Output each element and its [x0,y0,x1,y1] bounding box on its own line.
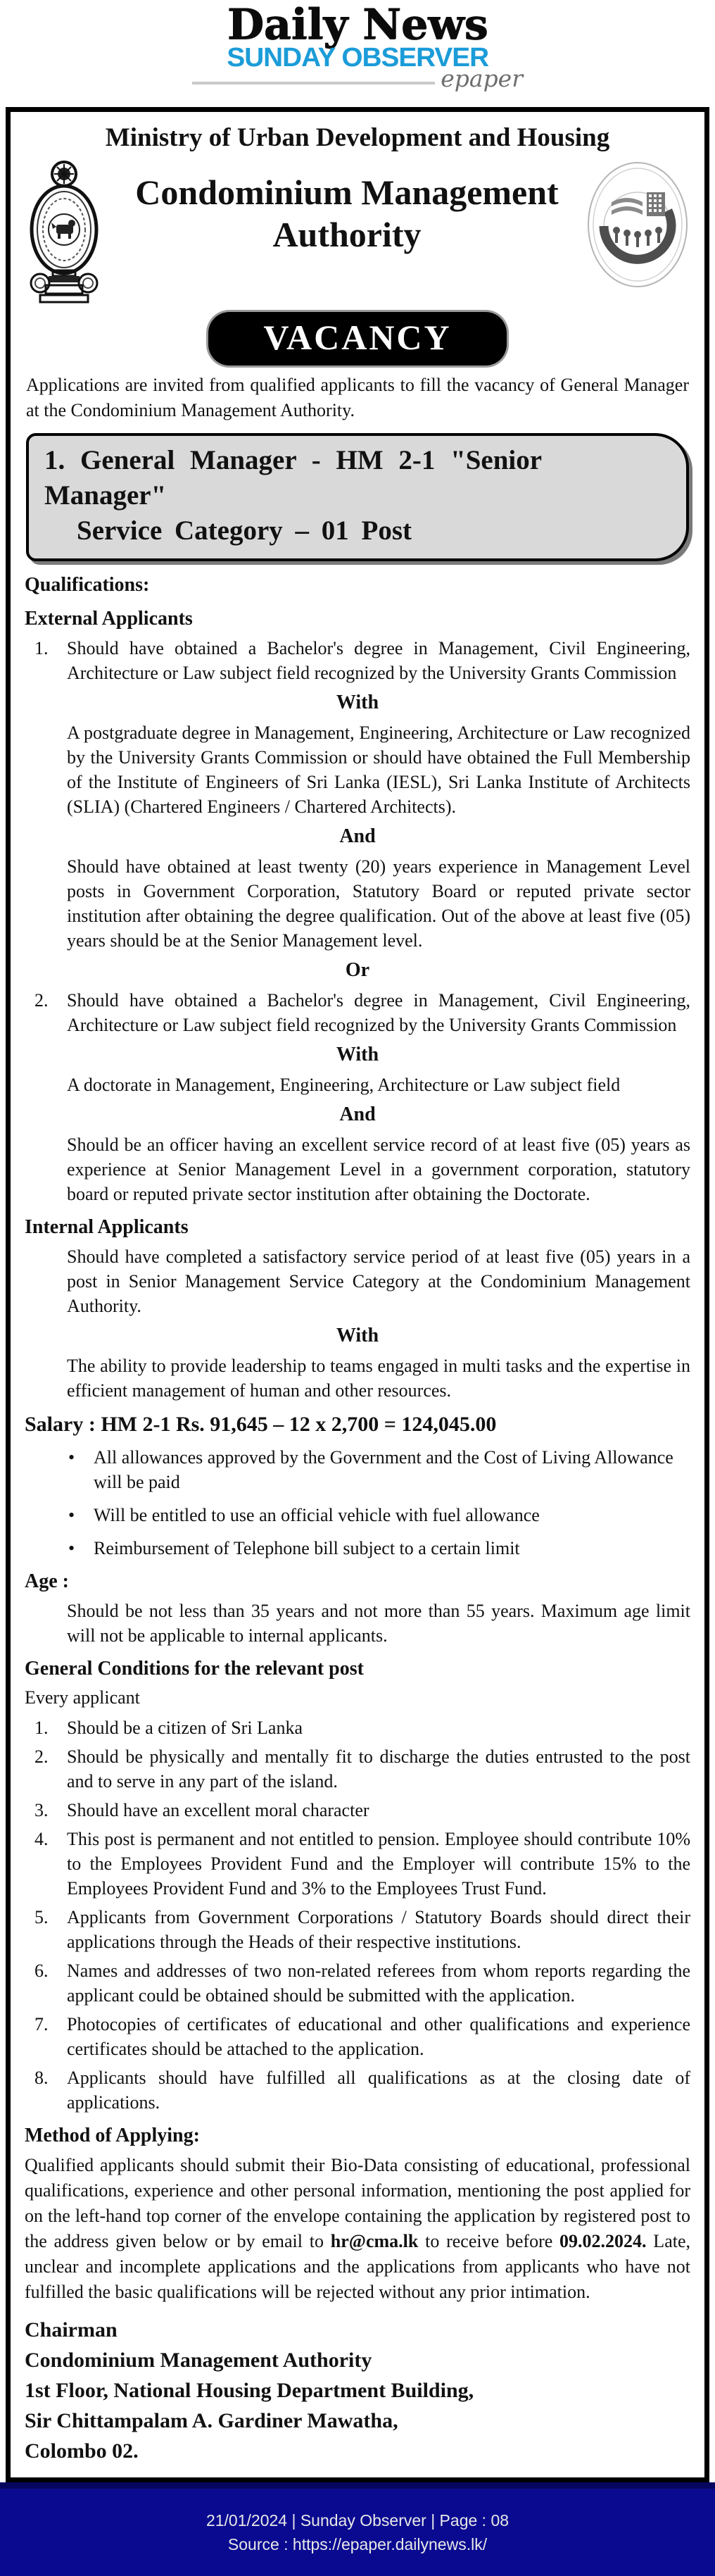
connector-and-2: And [339,1103,376,1125]
bullet-icon: • [68,1538,75,1558]
item-text: Should have obtained a Bachelor's degree in Management, Civil Engineering, Architecture or Law subject field recognized by the University Grants Commission [67,638,690,683]
cma-seal-graphic [585,156,690,296]
condition-item [25,1798,690,1822]
authority-title-line2: Authority [272,215,422,254]
external-item-2 [25,988,690,1037]
condition-item [25,1827,690,1901]
external-applicants-heading: External Applicants [25,608,193,630]
item-text: Photocopies of certificates of educational and other qualifications and experience certificates should be attached to the application. [67,2014,690,2059]
footer-source-line: Source : https://epaper.dailynews.lk/ [227,2535,488,2553]
internal-with-paragraph: The ability to provide leadership to teams engaged in multi tasks and the expertise in efficient management of human and other resources. [67,1356,690,1401]
item-number: 3. [34,1800,49,1820]
signature-line: Condominium Management Authority [25,2349,372,2372]
footer-meta-line: 21/01/2024 | Sunday Observer | Page : 08 [205,2511,510,2530]
cma-seal-icon [585,156,690,296]
authority-header-row [25,156,690,309]
connector-or: Or [345,959,370,981]
application-email: hr@cma.lk [330,2231,419,2251]
salary-bullet-2 [25,1503,690,1527]
general-conditions-heading: General Conditions for the relevant post [25,1658,364,1680]
bullet-text: Will be entitled to use an official vehicle with fuel allowance [94,1505,540,1525]
epaper-label: epaper [441,65,523,92]
external-item-2-and: Should be an officer having an excellent service record of at least five (05) years as experience at Senior Management Level in a government corporation, statutory board or reputed private sector institution after obtaining the Doctorate. [67,1134,690,1204]
item-number: 4. [34,1829,49,1849]
condition-item [25,1905,690,1954]
every-applicant-label: Every applicant [25,1687,140,1708]
bullet-icon: • [68,1447,75,1468]
item-number: 1. [34,638,49,658]
age-heading: Age : [25,1570,69,1592]
item-text: This post is permanent and not entitled to pension. Employee should contribute 10% to the Employees Provident Fund and the Employer will contribute 15% to the Employees Provident Fund and 3% to the Employees Trust Fund. [67,1829,690,1899]
item-text: Names and addresses of two non-related referees from whom reports regarding the applicant could be obtained should be submitted with the application. [67,1961,690,2006]
authority-title-line1: Condominium Management [135,173,559,212]
vacancy-advertisement [6,107,709,2482]
signature-line: 1st Floor, National Housing Department Building, [25,2379,474,2402]
item-text: Applicants from Government Corporations / Statutory Boards should direct their applications through the Heads of their respective institutions. [67,1907,690,1952]
daily-news-logo: Daily News [227,0,488,49]
external-item-1-with: A postgraduate degree in Management, Engineering, Architecture or Law recognized by the University Grants Commission or should have obtained the Full Membership of the Institute of Engineers of Sri Lanka (IESL), Sri Lanka Institute of Architects (SLIA) (Chartered Engineers / Chartered Architects). [67,723,690,817]
bullet-icon: • [68,1505,75,1525]
connector-with-2: With [336,1044,379,1065]
item-text: Should be a citizen of Sri Lanka [67,1718,303,1738]
item-text: Should have obtained a Bachelor's degree in Management, Civil Engineering, Architecture or Law subject field recognized by the University Grants Commission [67,990,690,1035]
method-of-applying-heading: Method of Applying: [25,2125,200,2146]
item-number: 2. [34,990,49,1011]
vacancy-banner: VACANCY [208,312,506,365]
age-paragraph: Should be not less than 35 years and not more than 55 years. Maximum age limit will not be applicable to internal applicants. [67,1601,690,1646]
item-number: 1. [34,1718,49,1738]
condition-item [25,1744,690,1794]
bullet-text: Reimbursement of Telephone bill subject to a certain limit [94,1538,520,1558]
epaper-footer [0,2482,715,2576]
signature-block [25,2315,690,2466]
salary-bullet-3 [25,1536,690,1561]
qualifications-heading: Qualifications: [25,574,150,596]
item-number: 7. [34,2014,49,2034]
connector-with-1: With [336,692,379,713]
vacancy-banner-wrap [25,312,690,365]
internal-applicants-heading: Internal Applicants [25,1216,189,1238]
signature-line: Colombo 02. [25,2439,139,2463]
intro-paragraph: Applications are invited from qualified applicants to fill the vacancy of General Manager at the Condominium Management Authority. [26,375,689,420]
masthead-rule [192,82,435,85]
method-paragraph [25,2153,690,2305]
post-title-box [26,433,689,561]
method-text-2: to receive before [418,2231,560,2251]
national-emblem-graphic [25,156,103,309]
closing-date: 09.02.2024. [559,2231,647,2251]
connector-and-1: And [339,825,376,847]
external-item-2-with: A doctorate in Management, Engineering, Architecture or Law subject field [67,1075,621,1095]
item-number: 2. [34,1746,49,1767]
salary-bullet-1 [25,1445,690,1494]
method-text-1: Qualified applicants should submit their Bio-Data consisting of educational, professional qualifications, experience and other personal information, mentioning the post applied for on the left-hand top corner of the envelope containing the application by registered post to the address given below or by email to [25,2155,690,2251]
condition-item [25,1958,690,2008]
authority-title [109,156,585,256]
item-text: Should have an excellent moral character [67,1800,369,1820]
sri-lanka-national-emblem-icon [25,156,109,309]
post-title-line1: 1. General Manager - HM 2-1 "Senior Manager" [44,445,542,511]
condition-item [25,2065,690,2115]
condition-item [25,2012,690,2061]
sunday-observer-logo: SUNDAY OBSERVER [227,43,488,73]
method-text-3: Late, unclear and incomplete applications and the applications from applicants who have not fulfilled the basic qualifications will be rejected without any prior intimation. [25,2231,690,2302]
signature-line: Sir Chittampalam A. Gardiner Mawatha, [25,2409,398,2432]
bullet-text: All allowances approved by the Government and the Cost of Living Allowance will be paid [94,1447,673,1492]
salary-line: Salary : HM 2-1 Rs. 91,645 – 12 x 2,700 = 124,045.00 [25,1413,497,1436]
item-text: Should be physically and mentally fit to discharge the duties entrusted to the post and to serve in any part of the island. [67,1746,690,1792]
external-item-1 [25,636,690,685]
post-title-line2: Service Category – 01 Post [77,515,412,546]
item-number: 5. [34,1907,49,1927]
item-number: 8. [34,2068,49,2088]
item-number: 6. [34,1961,49,1981]
ministry-title: Ministry of Urban Development and Housing [105,123,610,152]
masthead [0,0,715,107]
connector-with-3: With [336,1325,379,1346]
condition-item [25,1715,690,1740]
external-item-1-and: Should have obtained at least twenty (20) years experience in Management Level posts in Government Corporation, Statutory Board or reputed private sector institution after obtaining the degree qualification. Out of the above at least five (05) years should be at the Senior Management level. [67,856,690,951]
item-text: Applicants should have fulfilled all qualifications as at the closing date of applications. [67,2068,690,2113]
signature-line: Chairman [25,2318,118,2341]
internal-paragraph: Should have completed a satisfactory service period of at least five (05) years in a post in Senior Management Service Category at the Condominium Management Authority. [67,1246,690,1316]
